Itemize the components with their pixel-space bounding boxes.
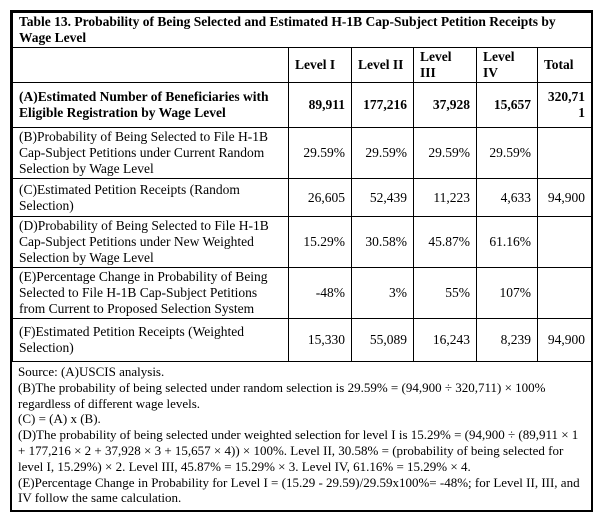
column-header-level-3: Level III: [414, 48, 477, 83]
row-a-level-2-value: 177,216: [352, 83, 414, 128]
table-13-container: [10, 10, 593, 512]
row-b-level-1-value: 29.59%: [289, 128, 352, 179]
note-c: (C) = (A) x (B).: [18, 411, 101, 427]
title-row: [13, 13, 592, 48]
row-f-label: (F)Estimated Petition Receipts (Weighted Selection): [13, 319, 289, 362]
table-row-f: [13, 319, 592, 362]
row-c-total-value: 94,900: [538, 179, 592, 217]
column-header-total: Total: [538, 48, 592, 83]
note-source: Source: (A)USCIS analysis.: [18, 364, 165, 379]
row-a-label: (A)Estimated Number of Beneficiaries with Eligible Registration by Wage Level: [13, 83, 289, 128]
row-f-level-1-value: 15,330: [289, 319, 352, 362]
row-f-total-value: 94,900: [538, 319, 592, 362]
row-e-level-4-value: 107%: [477, 268, 538, 319]
row-d-label: (D)Probability of Being Selected to File H-1B Cap-Subject Petitions under New Weighted Selection by Wage Level: [13, 217, 289, 268]
row-b-level-3-value: 29.59%: [414, 128, 477, 179]
row-d-level-2-value: 30.58%: [352, 217, 414, 268]
row-d-total-value: [538, 217, 592, 268]
source-notes: [12, 362, 591, 510]
header-row: [13, 48, 592, 83]
table-row-a: [13, 83, 592, 128]
column-header-level-4: Level IV: [477, 48, 538, 83]
row-c-level-3-value: 11,223: [414, 179, 477, 217]
row-c-label: (C)Estimated Petition Receipts (Random Selection): [13, 179, 289, 217]
row-b-level-4-value: 29.59%: [477, 128, 538, 179]
table-row-e: [13, 268, 592, 319]
note-e: (E)Percentage Change in Probability for Level I = (15.29 - 29.59)/29.59x100%= -48%; for Level II, III, and IV follow the same calculation.: [18, 474, 580, 506]
row-b-label: (B)Probability of Being Selected to File H-1B Cap-Subject Petitions under Current Random Selection by Wage Level: [13, 128, 289, 179]
row-f-level-2-value: 55,089: [352, 319, 414, 362]
row-d-level-3-value: 45.87%: [414, 217, 477, 268]
note-b: (B)The probability of being selected under random selection is 29.59% = (94,900 ÷ 320,711) × 100% regardless of different wage levels.: [18, 379, 546, 411]
row-e-label: (E)Percentage Change in Probability of Being Selected to File H-1B Cap-Subject Petitions from Current to Proposed Selection System: [13, 268, 289, 319]
table-row-d: [13, 217, 592, 268]
row-e-level-3-value: 55%: [414, 268, 477, 319]
row-a-total-value: 320,711: [538, 83, 592, 128]
row-b-level-2-value: 29.59%: [352, 128, 414, 179]
note-d: (D)The probability of being selected under weighted selection for level I is 15.29% = (94,900 ÷ (89,911 × 1 + 177,216 × 2 + 37,928 × 3 + 15,657 × 4)) × 100%. Level II, 30.58% = (probability of being selected for level I, 15.29%) × 2. Level III, 45.87% = 15.29% × 3. Level IV, 61.16% = 15.29% × 4.: [18, 427, 579, 474]
row-f-level-4-value: 8,239: [477, 319, 538, 362]
row-d-level-4-value: 61.16%: [477, 217, 538, 268]
row-e-total-value: [538, 268, 592, 319]
row-b-total-value: [538, 128, 592, 179]
table-row-c: [13, 179, 592, 217]
row-c-level-4-value: 4,633: [477, 179, 538, 217]
table-row-b: [13, 128, 592, 179]
column-header-level-1: Level I: [289, 48, 352, 83]
column-header-level-2: Level II: [352, 48, 414, 83]
row-c-level-1-value: 26,605: [289, 179, 352, 217]
h1b-wage-level-table: [12, 12, 592, 362]
row-e-level-2-value: 3%: [352, 268, 414, 319]
row-a-level-1-value: 89,911: [289, 83, 352, 128]
row-c-level-2-value: 52,439: [352, 179, 414, 217]
column-header-blank: [13, 48, 289, 83]
row-e-level-1-value: -48%: [289, 268, 352, 319]
row-a-level-4-value: 15,657: [477, 83, 538, 128]
row-a-level-3-value: 37,928: [414, 83, 477, 128]
row-d-level-1-value: 15.29%: [289, 217, 352, 268]
table-title: Table 13. Probability of Being Selected and Estimated H-1B Cap-Subject Petition Receipts by Wage Level: [13, 13, 592, 48]
row-f-level-3-value: 16,243: [414, 319, 477, 362]
